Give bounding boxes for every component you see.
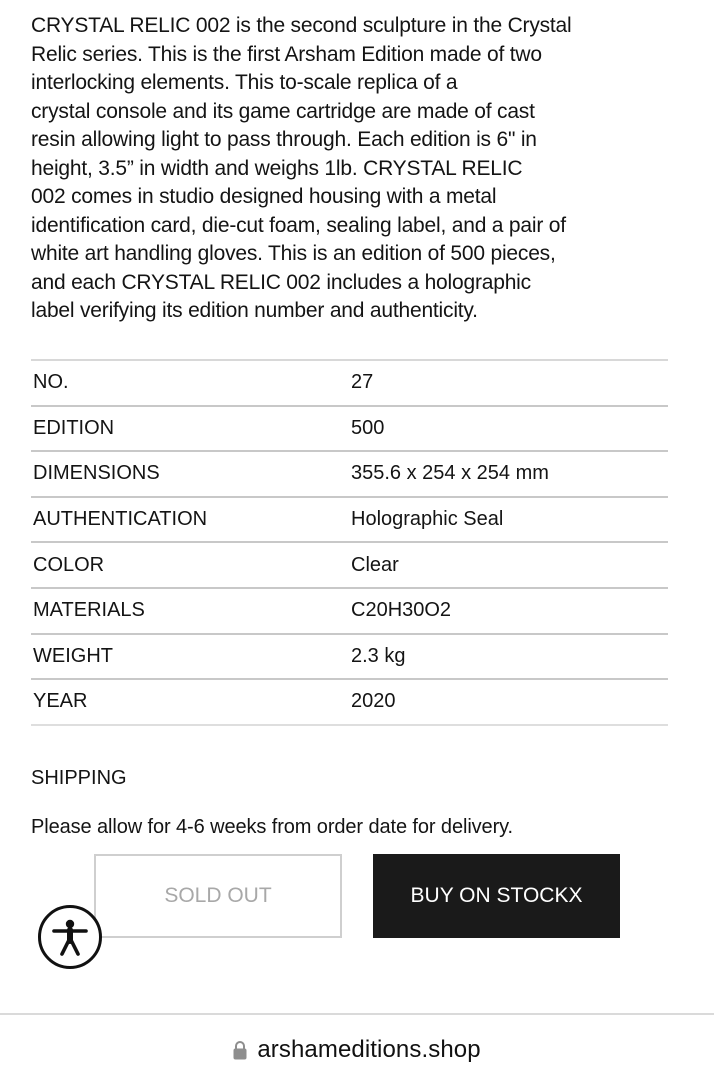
spec-label: COLOR — [33, 553, 105, 576]
sold-out-button[interactable]: SOLD OUT — [94, 854, 342, 938]
description-line: CRYSTAL RELIC 002 is the second sculpture in the Crystal — [31, 14, 572, 37]
description-line: label verifying its edition number and authenticity. — [31, 299, 478, 322]
description-line: and each CRYSTAL RELIC 002 includes a holographic — [31, 270, 531, 294]
shipping-heading: SHIPPING — [31, 767, 127, 789]
spec-label: WEIGHT — [33, 644, 113, 667]
spec-label: EDITION — [33, 416, 115, 439]
description-line: 002 comes in studio designed housing with a metal — [31, 185, 497, 208]
spec-value: 27 — [351, 371, 374, 394]
spec-row-edition — [31, 407, 668, 453]
buy-on-stockx-button[interactable]: BUY ON STOCKX — [373, 854, 620, 938]
spec-row-weight — [31, 635, 668, 681]
description-line: crystal console and its game cartridge are made of cast — [31, 99, 535, 123]
spec-label: MATERIALS — [33, 599, 145, 622]
spec-label: NO. — [33, 371, 69, 394]
spec-label: YEAR — [33, 690, 88, 713]
url-bar-divider — [0, 1013, 714, 1015]
spec-row-materials — [31, 589, 668, 635]
spec-value: 2.3 kg — [351, 644, 406, 667]
spec-row-year — [31, 680, 668, 726]
lock-icon — [233, 1040, 247, 1060]
description-line: white art handling gloves. This is an edition of 500 pieces, — [31, 242, 556, 265]
spec-value: Holographic Seal — [351, 508, 504, 531]
spec-row-authentication — [31, 498, 668, 544]
description-line: resin allowing light to pass through. Each edition is 6" in — [31, 128, 537, 151]
specs-table — [31, 359, 668, 726]
shipping-text: Please allow for 4-6 weeks from order date for delivery. — [31, 816, 514, 838]
spec-value: 500 — [351, 416, 385, 439]
spec-value: 2020 — [351, 690, 396, 713]
description-line: interlocking elements. This to-scale replica of a — [31, 71, 458, 94]
spec-row-number — [31, 361, 668, 407]
browser-url-bar[interactable] — [0, 1030, 714, 1070]
spec-value: 355.6 x 254 x 254 mm — [351, 462, 549, 485]
description-line: identification card, die-cut foam, sealing label, and a pair of — [31, 213, 566, 237]
url-text[interactable]: arshameditions.shop — [257, 1036, 481, 1063]
spec-value: Clear — [351, 553, 399, 576]
accessibility-button[interactable] — [38, 905, 102, 969]
spec-row-color — [31, 543, 668, 589]
spec-label: AUTHENTICATION — [33, 508, 208, 531]
spec-label: DIMENSIONS — [33, 462, 160, 485]
description-line: height, 3.5” in width and weighs 1lb. CRYSTAL RELIC — [31, 156, 523, 180]
accessibility-icon — [48, 915, 92, 959]
description-line: Relic series. This is the first Arsham Edition made of two — [31, 42, 542, 66]
product-description — [31, 12, 681, 326]
spec-row-dimensions — [31, 452, 668, 498]
spec-value: C20H30O2 — [351, 599, 452, 622]
